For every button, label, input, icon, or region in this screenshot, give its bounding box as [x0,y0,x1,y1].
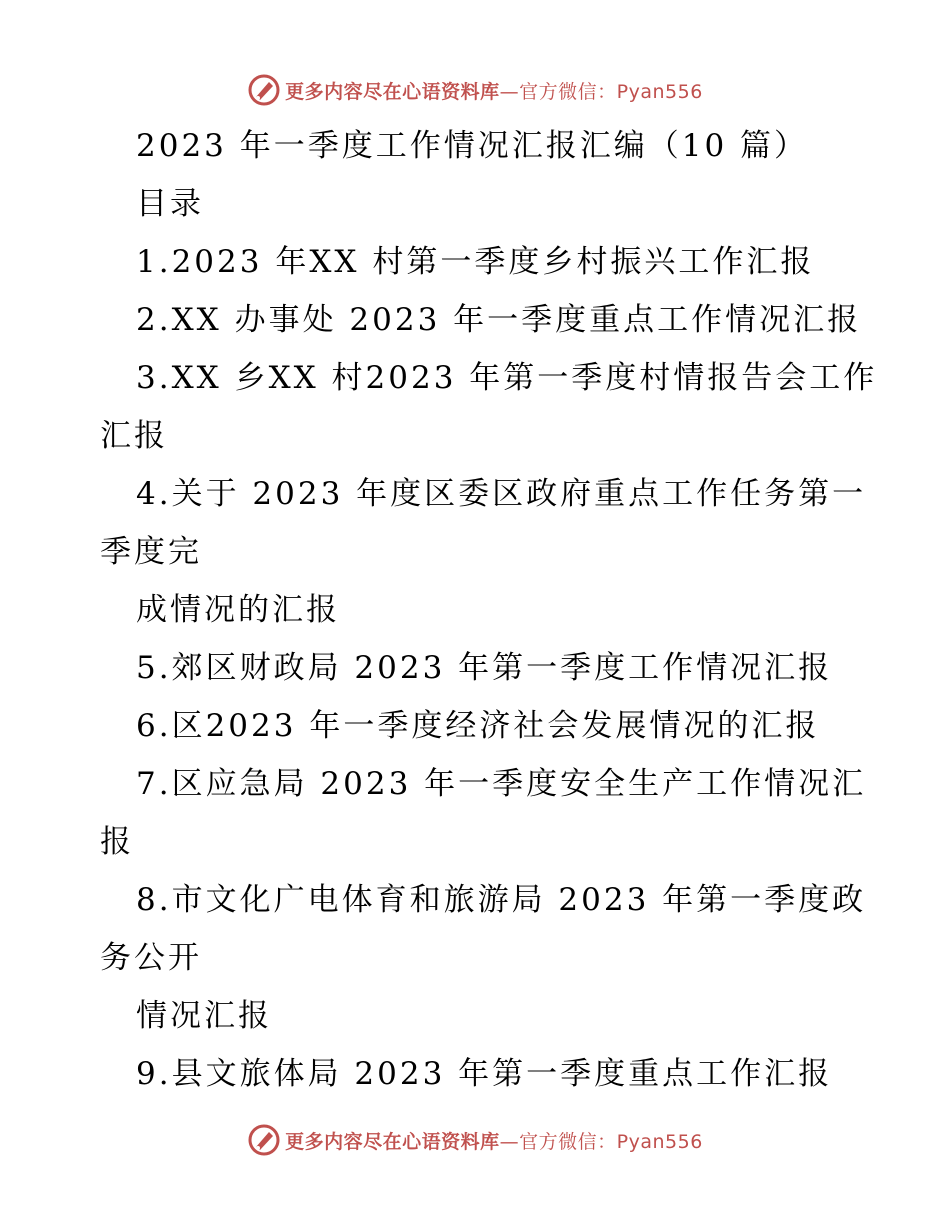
watermark-main: 更多内容尽在心语资料库 [285,1130,500,1153]
watermark-text [285,1127,703,1154]
toc-line: 情况汇报 [136,998,272,1034]
pen-logo-icon [247,1123,281,1157]
toc-line: 3.XX 乡XX 村2023 年第一季度村情报告会工作 [136,360,878,396]
toc-line: 8.市文化广电体育和旅游局 2023 年第一季度政 [136,882,867,918]
toc-line: 季度完 [100,534,202,570]
toc-line: 4.关于 2023 年度区委区政府重点工作任务第一 [136,476,867,512]
toc-line: 9.县文旅体局 2023 年第一季度重点工作汇报 [136,1056,833,1092]
watermark-handle: 官方微信：Pyan556 [519,1130,703,1153]
toc-line: 务公开 [100,940,202,976]
toc-line: 报 [100,824,134,860]
watermark-separator: — [499,1130,520,1153]
watermark-separator: — [499,80,520,103]
toc-line: 6.区2023 年一季度经济社会发展情况的汇报 [136,708,820,744]
watermark-header [0,73,950,107]
watermark-handle: 官方微信：Pyan556 [519,80,703,103]
toc-line: 7.区应急局 2023 年一季度安全生产工作情况汇 [136,766,867,802]
toc-line: 5.郊区财政局 2023 年第一季度工作情况汇报 [136,650,833,686]
toc-line: 1.2023 年XX 村第一季度乡村振兴工作汇报 [136,244,815,280]
watermark-footer [0,1123,950,1157]
toc-line: 成情况的汇报 [136,592,340,628]
pen-logo-icon [247,73,281,107]
toc-line: 2.XX 办事处 2023 年一季度重点工作情况汇报 [136,302,862,338]
watermark-text [285,77,703,104]
watermark-main: 更多内容尽在心语资料库 [285,80,500,103]
toc-line: 汇报 [100,418,168,454]
toc-heading: 目录 [136,186,204,222]
document-title: 2023 年一季度工作情况汇报汇编（10 篇） [136,128,809,164]
